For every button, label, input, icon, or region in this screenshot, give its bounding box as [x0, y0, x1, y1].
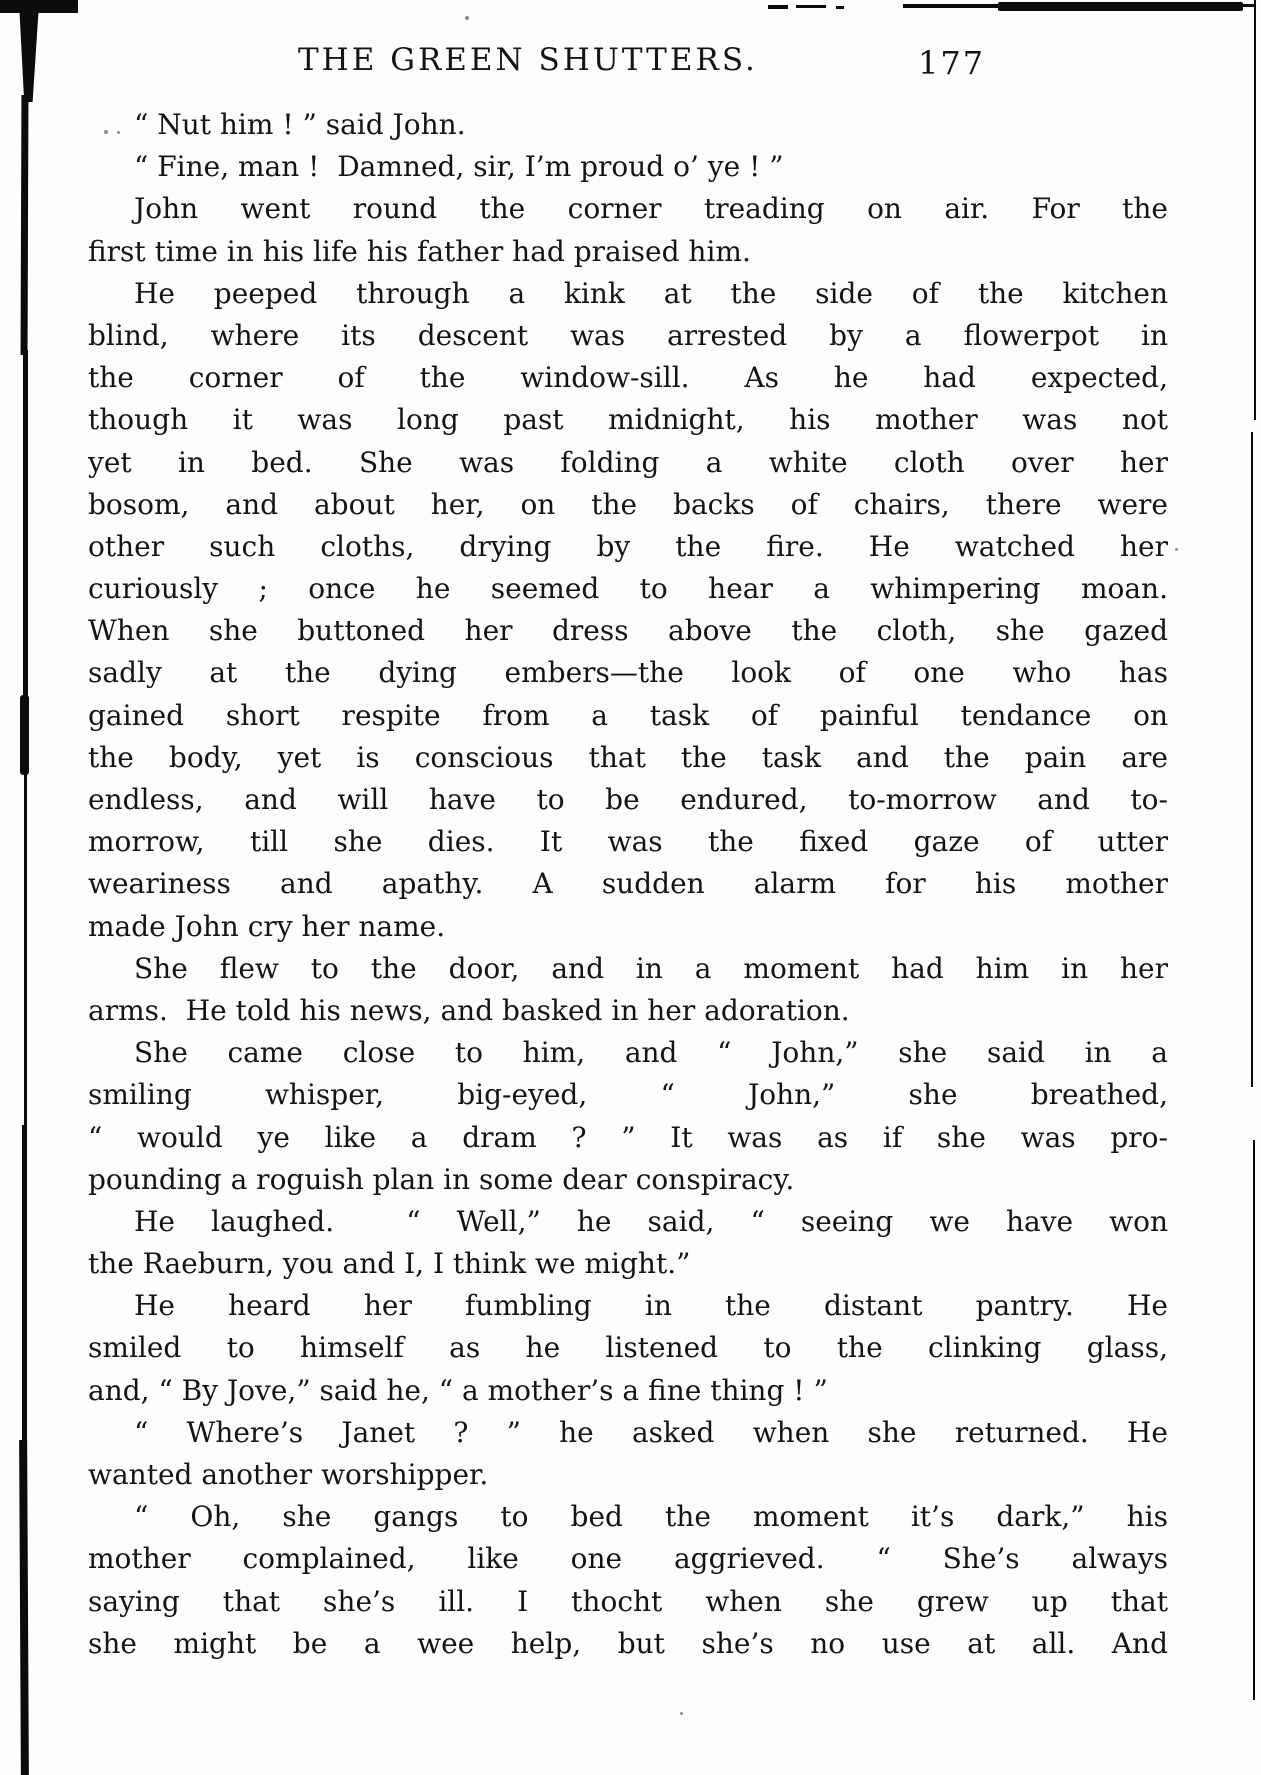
text-line: She came close to him, and “ John,” she said in a	[134, 1036, 1168, 1070]
text-line: mother complained, like one aggrieved. “ She’s always	[88, 1542, 1168, 1576]
text-line: the Raeburn, you and I, I think we might.”	[88, 1247, 691, 1281]
text-line: She flew to the door, and in a moment had him in her	[134, 951, 1168, 985]
scan-speckle	[1175, 548, 1178, 551]
binding-edge-wedge	[14, 10, 44, 102]
text-line: made John cry her name.	[88, 909, 446, 943]
text-block	[88, 104, 1168, 1665]
binding-edge-line	[21, 95, 29, 355]
top-right-dash	[836, 6, 844, 9]
top-right-dash	[796, 5, 826, 8]
text-line: other such cloths, drying by the fire. He watched her	[88, 529, 1168, 563]
text-line: the body, yet is conscious that the task and the pain are	[88, 740, 1168, 774]
text-line: “ Where’s Janet ? ” he asked when she returned. He	[134, 1415, 1168, 1449]
scan-speckle	[680, 1712, 683, 1715]
binding-edge-line	[20, 695, 29, 775]
page-number: 177	[918, 44, 986, 82]
text-line: though it was long past midnight, his mother was not	[88, 403, 1168, 437]
text-line: the corner of the window-sill. As he had expected,	[88, 361, 1168, 395]
text-line: “ Nut him ! ” said John.	[134, 108, 466, 141]
binding-edge-line	[24, 770, 27, 1130]
top-right-dash	[768, 5, 788, 9]
text-line: blind, where its descent was arrested by a flowerpot in	[88, 318, 1168, 352]
text-line: John went round the corner treading on air. For the	[134, 192, 1168, 226]
binding-edge-line	[19, 1440, 29, 1775]
text-line: smiled to himself as he listened to the clinking glass,	[88, 1331, 1168, 1365]
running-header	[88, 42, 1168, 88]
text-line: “ would ye like a dram ? ” It was as if she was pro-	[88, 1120, 1168, 1154]
text-line: wanted another worshipper.	[88, 1458, 489, 1491]
text-line: When she buttoned her dress above the cloth, she gazed	[88, 614, 1168, 648]
scan-speckle	[117, 131, 120, 134]
text-line: and, “ By Jove,” said he, “ a mother’s a fine thing ! ”	[88, 1373, 828, 1407]
right-edge-line	[1253, 1140, 1255, 1700]
text-line: pounding a roguish plan in some dear conspiracy.	[88, 1162, 795, 1196]
text-line: smiling whisper, big-eyed, “ John,” she breathed,	[88, 1078, 1168, 1112]
binding-edge-line	[22, 1125, 27, 1445]
text-line: bosom, and about her, on the backs of chairs, there were	[88, 487, 1168, 521]
page-title: THE GREEN SHUTTERS.	[298, 42, 758, 78]
scan-speckle	[104, 130, 108, 134]
binding-edge-top-bar	[0, 0, 78, 13]
text-line: curiously ; once he seemed to hear a whimpering moan.	[88, 572, 1168, 606]
text-line: sadly at the dying embers—the look of one who has	[88, 656, 1168, 690]
right-edge-line	[1251, 432, 1253, 1087]
text-line: arms. He told his news, and basked in her adoration.	[88, 993, 850, 1027]
binding-edge-line	[23, 350, 28, 700]
text-line: yet in bed. She was folding a white cloth over her	[88, 445, 1168, 479]
scan-speckle	[465, 16, 469, 20]
text-line: “ Oh, she gangs to bed the moment it’s dark,” his	[134, 1500, 1168, 1534]
text-line: He peeped through a kink at the side of the kitchen	[134, 276, 1168, 310]
text-line: He heard her fumbling in the distant pantry. He	[134, 1289, 1168, 1323]
text-line: weariness and apathy. A sudden alarm for his mother	[88, 867, 1168, 901]
text-line: endless, and will have to be endured, to-morrow and to-	[88, 783, 1168, 816]
text-line: morrow, till she dies. It was the fixed gaze of utter	[88, 825, 1168, 859]
top-right-bar	[903, 4, 1003, 8]
right-edge-line	[1254, 0, 1256, 420]
text-line: she might be a wee help, but she’s no use at all. And	[88, 1626, 1168, 1660]
text-line: saying that she’s ill. I thocht when she grew up that	[88, 1584, 1168, 1618]
text-line: “ Fine, man ! Damned, sir, I’m proud o’ ye ! ”	[134, 150, 784, 184]
top-right-bar	[998, 2, 1243, 11]
text-line: first time in his life his father had praised him.	[88, 234, 751, 268]
text-line: He laughed. “ Well,” he said, “ seeing we have won	[134, 1204, 1168, 1238]
text-line: gained short respite from a task of painful tendance on	[88, 698, 1168, 732]
